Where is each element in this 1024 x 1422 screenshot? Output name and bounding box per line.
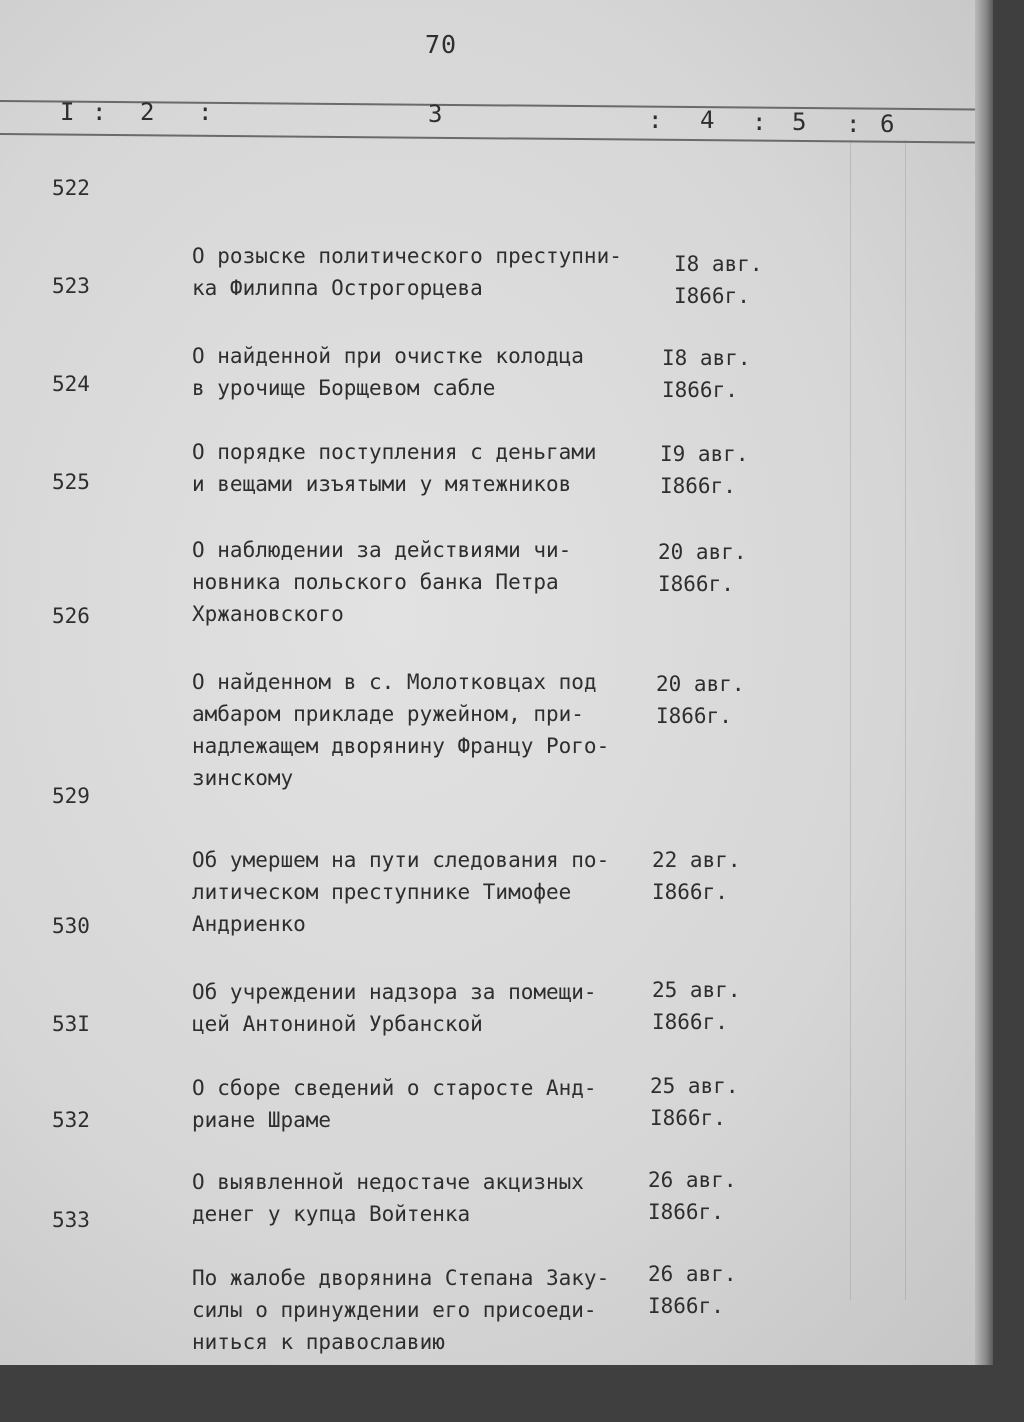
entry-date: 20 авг. I866г. — [656, 672, 745, 728]
col-header-sep: : — [846, 110, 861, 138]
entry-date: 25 авг. I866г. — [650, 1074, 739, 1130]
col-header-6: 6 — [880, 110, 895, 138]
entry-number: 525 — [52, 470, 90, 494]
page-edge-shadow — [975, 0, 993, 1365]
entry-number: 530 — [52, 914, 90, 938]
entry-description: Об умершем на пути следования по- литическом преступнике Тимофее Андриенко — [192, 848, 610, 936]
entry-description: О розыске политического преступни- ка Филиппа Острогорцева — [192, 244, 622, 300]
entry-date: I9 авг. I866г. — [660, 442, 749, 498]
entry-date: 22 авг. I866г. — [652, 848, 741, 904]
entry-description: О найденном в с. Молотковцах под амбаром прикладе ружейном, при- надлежащем дворянину Францу Рого- зинскому — [192, 670, 610, 790]
col-header-sep: : — [752, 108, 767, 136]
entry-description: О найденной при очистке колодца в урочище Борщевом сабле — [192, 344, 584, 400]
entry-date: 26 авг. I866г. — [648, 1262, 737, 1318]
col-header-sep: : — [92, 98, 107, 126]
page-number: 70 — [425, 30, 458, 59]
entry-date: 26 авг. I866г. — [648, 1168, 737, 1224]
entry-number: 53I — [52, 1012, 90, 1036]
col-header-2: 2 — [140, 98, 155, 126]
entry-description: О наблюдении за действиями чи- новника польского банка Петра Хржановского — [192, 538, 572, 626]
entry-description: Об учреждении надзора за помещи- цей Антониной Урбанской — [192, 980, 597, 1036]
entry-date: I8 авг. I866г. — [674, 252, 763, 308]
entry-description: О выявленной недостаче акцизных денег у купца Войтенка — [192, 1170, 584, 1226]
entry-description: О порядке поступления с деньгами и вещами изъятыми у мятежников — [192, 440, 597, 496]
col-header-4: 4 — [700, 106, 715, 134]
entry-description: О сборе сведений о старосте Анд- риане Шраме — [192, 1076, 597, 1132]
col-header-sep: : — [198, 98, 213, 126]
entry-date: I8 авг. I866г. — [662, 346, 751, 402]
entry-date: 25 авг. I866г. — [652, 978, 741, 1034]
col-header-5: 5 — [792, 108, 807, 136]
entry-number: 533 — [52, 1208, 90, 1232]
entry-number: 524 — [52, 372, 90, 396]
entry-number: 529 — [52, 784, 90, 808]
entry-number: 522 — [52, 176, 90, 200]
entry-number: 532 — [52, 1108, 90, 1132]
entry-number: 526 — [52, 604, 90, 628]
col-header-sep: : — [648, 106, 663, 134]
col-header-1: I — [60, 98, 75, 126]
entry-description: По жалобе дворянина Степана Заку- силы о принуждении его присоеди- ниться к православию — [192, 1266, 610, 1354]
entry-date: 20 авг. I866г. — [658, 540, 747, 596]
col-header-3: 3 — [428, 100, 443, 128]
entry-number: 523 — [52, 274, 90, 298]
